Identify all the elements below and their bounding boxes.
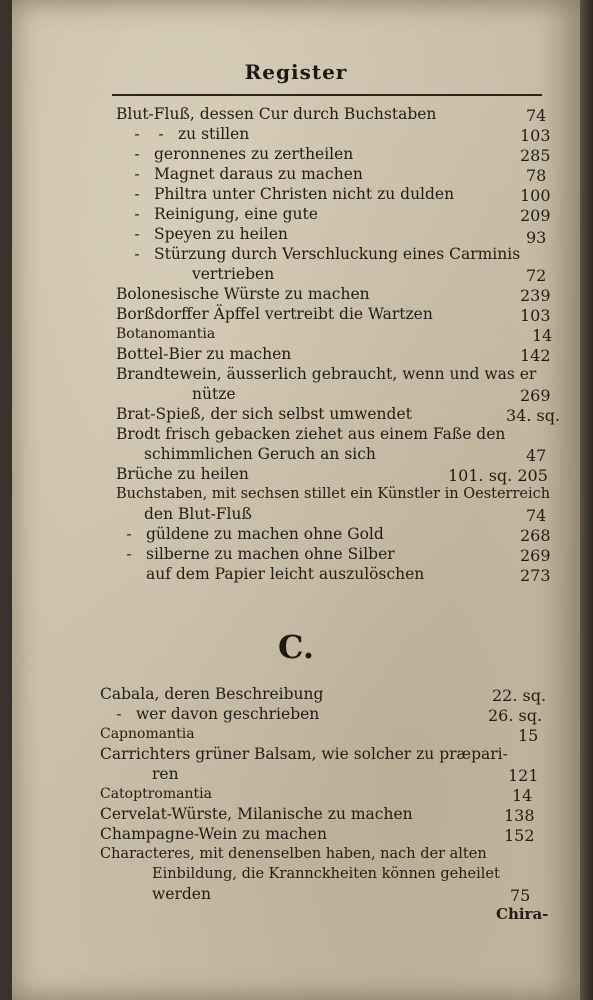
page-number: 209 <box>520 206 551 225</box>
index-entry: Cabala, deren Beschreibung <box>100 685 324 703</box>
page-number: 34. sq. <box>506 406 561 425</box>
index-entry: Borßdorffer Äpffel vertreibt die Wartzen <box>116 305 433 323</box>
page-number: 100 <box>520 186 551 205</box>
index-subentry: - Reinigung, eine gute <box>134 205 318 223</box>
page-number: 268 <box>520 526 551 545</box>
index-subentry: auf dem Papier leicht auszulöschen <box>146 565 425 583</box>
index-entry: Catoptromantia <box>100 786 212 802</box>
index-entry: Buchstaben, mit sechsen stillet ein Künstler in Oesterreich <box>116 486 551 502</box>
index-entry-continuation: nütze <box>192 385 236 403</box>
page-number: 78 <box>526 166 547 185</box>
catchword: Chira- <box>496 905 549 923</box>
page-number: 14 <box>512 786 533 805</box>
page-number: 74 <box>526 506 547 525</box>
index-entry: Carrichters grüner Balsam, wie solcher zu præpari- <box>100 745 508 763</box>
page-number: 22. sq. <box>492 686 547 705</box>
page-number: 75 <box>510 886 531 905</box>
index-subentry: - - zu stillen <box>134 125 250 143</box>
page-header-title: Register <box>244 60 348 84</box>
page-number: 14 <box>532 326 553 345</box>
page-number: 74 <box>526 106 547 125</box>
index-subentry: - geronnenes zu zertheilen <box>134 145 354 163</box>
index-entry: Brodt frisch gebacken ziehet aus einem Faße den <box>116 425 506 443</box>
page-number: 269 <box>520 546 551 565</box>
page-number: 138 <box>504 806 535 825</box>
page-number: 15 <box>518 726 539 745</box>
page-number: 93 <box>526 228 547 247</box>
header-rule <box>112 94 542 96</box>
page-number: 269 <box>520 386 551 405</box>
index-subentry: - Speyen zu heilen <box>134 225 288 243</box>
page-number: 142 <box>520 346 551 365</box>
index-entry: Bolonesische Würste zu machen <box>116 285 370 303</box>
page-number: 26. sq. <box>488 706 543 725</box>
page-number: 121 <box>508 766 539 785</box>
index-entry-continuation: schimmlichen Geruch an sich <box>144 445 376 463</box>
index-subentry: - güldene zu machen ohne Gold <box>126 525 384 543</box>
page-number: 101. sq. 205 <box>448 466 548 485</box>
page-number: 285 <box>520 146 551 165</box>
page-number: 273 <box>520 566 551 585</box>
page-number: 103 <box>520 306 551 325</box>
page-number: 103 <box>520 126 551 145</box>
index-entry: Brandtewein, äusserlich gebraucht, wenn und was er <box>116 365 537 383</box>
index-subentry: - Stürzung durch Verschluckung eines Carminis <box>134 245 521 263</box>
index-entry-continuation: den Blut-Fluß <box>144 505 252 523</box>
page-number: 152 <box>504 826 535 845</box>
book-page <box>12 0 580 1000</box>
section-letter: C. <box>277 628 315 666</box>
index-entry: Bottel-Bier zu machen <box>116 345 292 363</box>
index-entry: Characteres, mit denenselben haben, nach der alten <box>100 846 487 862</box>
page-number: 239 <box>520 286 551 305</box>
index-subentry: - wer davon geschrieben <box>116 705 320 723</box>
index-entry: Capnomantia <box>100 726 195 742</box>
index-entry: Brat-Spieß, der sich selbst umwendet <box>116 405 412 423</box>
index-subentry: - Magnet daraus zu machen <box>134 165 363 183</box>
index-subentry: - Philtra unter Christen nicht zu dulden <box>134 185 455 203</box>
index-entry: Blut-Fluß, dessen Cur durch Buchstaben <box>116 105 437 123</box>
index-entry-continuation: werden <box>152 885 211 903</box>
index-subentry: - silberne zu machen ohne Silber <box>126 545 395 563</box>
index-entry-continuation: ren <box>152 765 179 783</box>
page-number: 47 <box>526 446 547 465</box>
index-entry: Botanomantia <box>116 326 216 342</box>
index-entry: Cervelat-Würste, Milanische zu machen <box>100 805 413 823</box>
index-entry-continuation: Einbildung, die Krannckheiten können geheilet <box>152 866 500 882</box>
index-entry: Brüche zu heilen <box>116 465 249 483</box>
index-entry: Champagne-Wein zu machen <box>100 825 327 843</box>
page-number: 72 <box>526 266 547 285</box>
index-entry-continuation: vertrieben <box>192 265 275 283</box>
book-gutter-edge <box>580 0 593 1000</box>
